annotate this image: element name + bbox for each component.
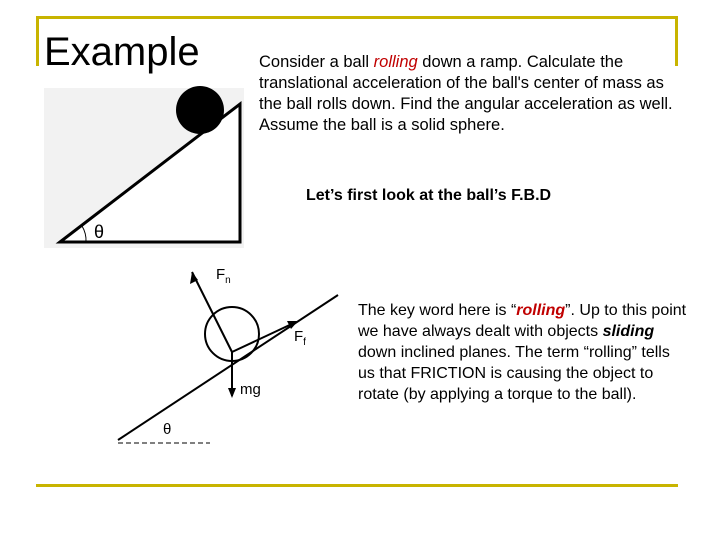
- explanation-text: The key word here is “rolling”. Up to this point we have always dealt with objects sliding down inclined planes. The term “rolling” tells us that FRICTION is causing the object to rotate (by applying a torque to the ball).: [358, 302, 687, 403]
- friction-force-arrow: [232, 322, 296, 352]
- ramp-angle-label: θ: [94, 222, 105, 242]
- fbd-heading: Let’s first look at the ball’s F.B.D: [306, 187, 552, 204]
- fbd-angle-label: θ: [163, 421, 172, 438]
- ball: [176, 86, 224, 134]
- normal-force-label: $F_n$: [216, 266, 231, 286]
- emphasis-rolling-2: rolling: [516, 302, 566, 319]
- fbd-incline: [118, 295, 338, 440]
- emphasis-sliding: sliding: [602, 323, 655, 340]
- slide-title: Example: [44, 30, 200, 74]
- weight-label: mg: [240, 381, 261, 398]
- friction-force-label: $F_f$: [294, 328, 306, 348]
- problem-statement: Consider a ball rolling down a ramp. Calculate the translational acceleration of the ball's center of mass as the ball rolls down. Find the angular acceleration as well. Assume the ball is a solid sphere.: [259, 53, 673, 134]
- emphasis-rolling: rolling: [373, 53, 418, 71]
